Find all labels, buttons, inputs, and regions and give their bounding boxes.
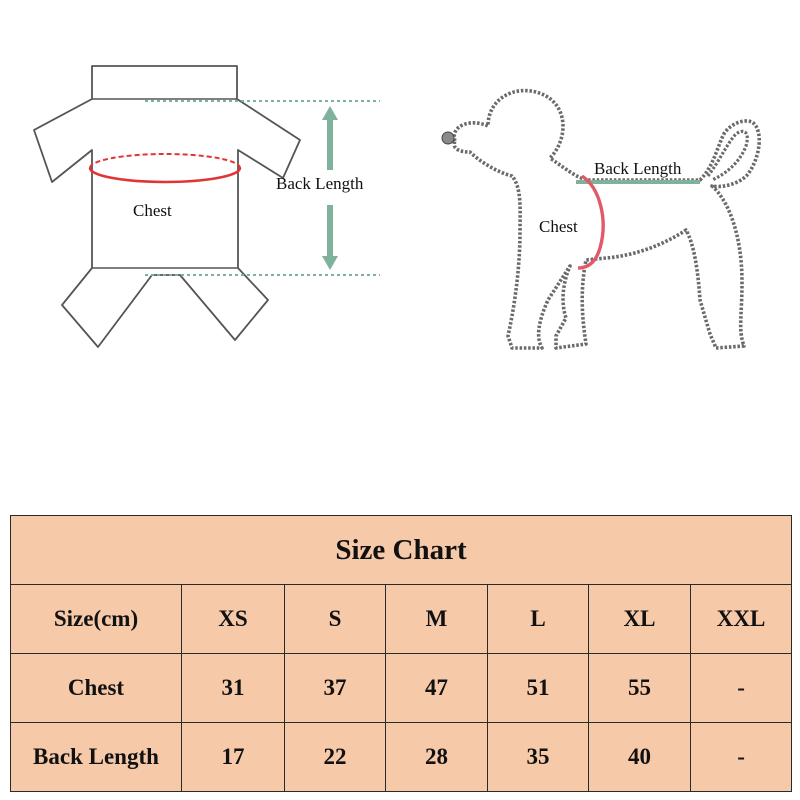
- header-cell-xxl: XXL: [691, 585, 792, 654]
- dog-back-length-label: Back Length: [594, 159, 682, 178]
- garment-chest-label: Chest: [133, 201, 172, 220]
- size-chart-table: [10, 515, 792, 792]
- back-length-xxl: -: [691, 723, 792, 792]
- chest-l: 51: [488, 654, 589, 723]
- row-label-back-length: Back Length: [11, 723, 182, 792]
- dog-outline: [454, 91, 759, 348]
- chest-m: 47: [386, 654, 488, 723]
- size-header-row: [11, 585, 792, 654]
- row-label-chest: Chest: [11, 654, 182, 723]
- back-length-s: 22: [285, 723, 386, 792]
- header-cell-xs: XS: [182, 585, 285, 654]
- garment-back-length-label: Back Length: [276, 174, 364, 193]
- garment-diagram: [34, 66, 380, 347]
- back-length-m: 28: [386, 723, 488, 792]
- back-length-row: [11, 723, 792, 792]
- header-cell-xl: XL: [589, 585, 691, 654]
- chest-s: 37: [285, 654, 386, 723]
- header-cell-size: Size(cm): [11, 585, 182, 654]
- back-length-l: 35: [488, 723, 589, 792]
- header-cell-l: L: [488, 585, 589, 654]
- dog-diagram: [442, 91, 759, 348]
- back-length-xs: 17: [182, 723, 285, 792]
- dog-nose: [442, 132, 454, 144]
- back-length-xl: 40: [589, 723, 691, 792]
- dog-chest-label: Chest: [539, 217, 578, 236]
- size-chart-title: Size Chart: [11, 516, 792, 585]
- chest-row: [11, 654, 792, 723]
- chest-xs: 31: [182, 654, 285, 723]
- chest-xxl: -: [691, 654, 792, 723]
- header-cell-m: M: [386, 585, 488, 654]
- header-cell-s: S: [285, 585, 386, 654]
- chest-xl: 55: [589, 654, 691, 723]
